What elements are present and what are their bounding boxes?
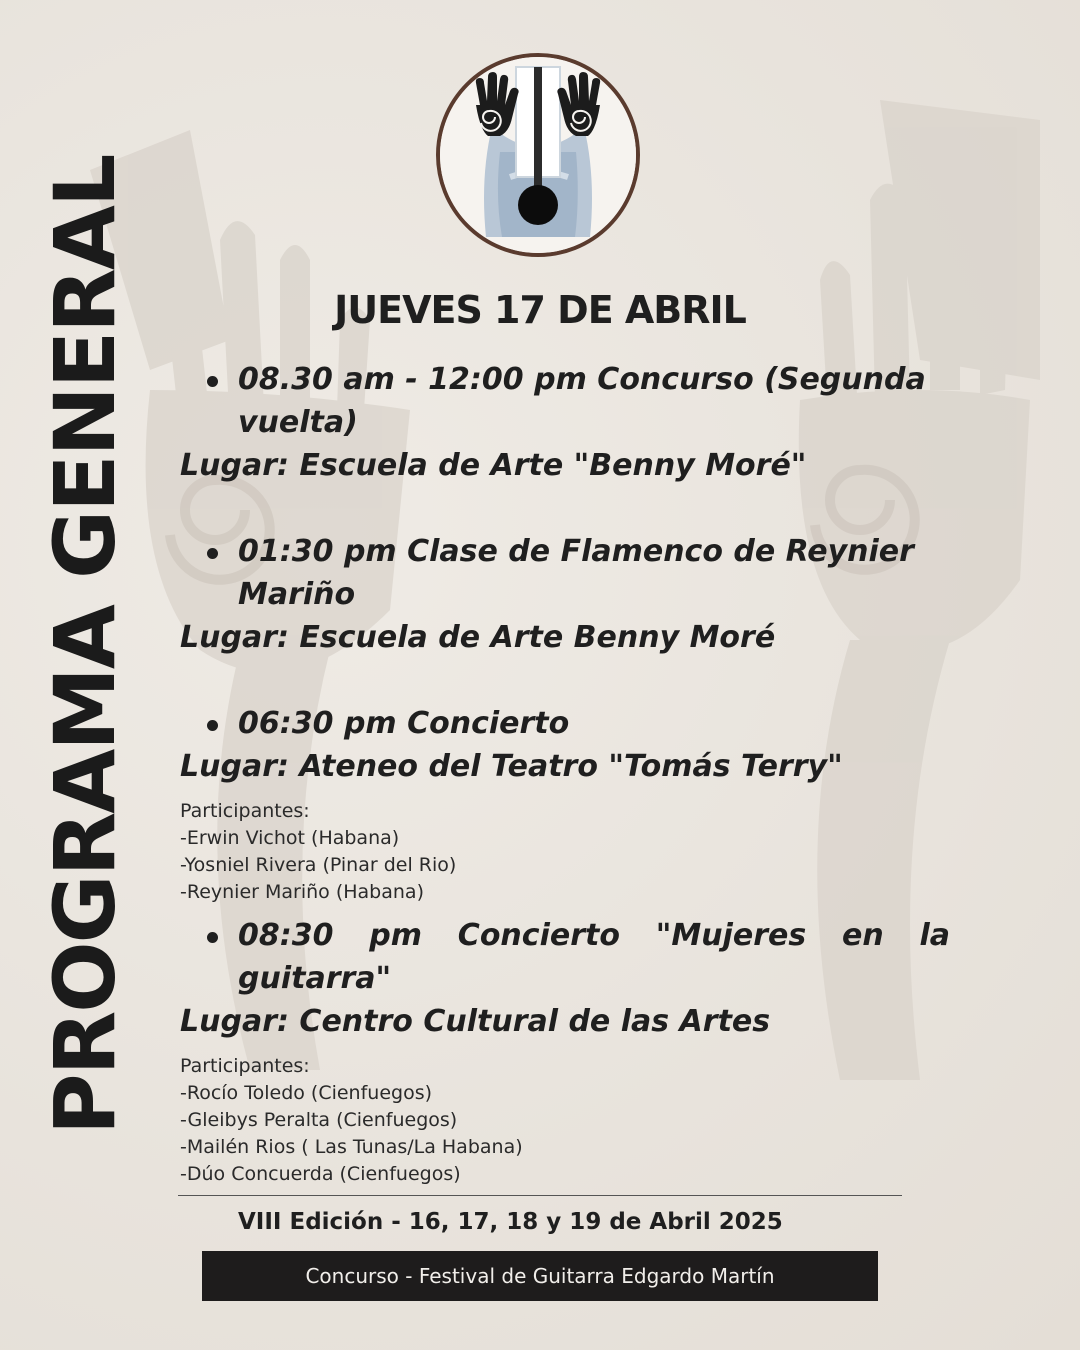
participant: -Mailén Rios ( Las Tunas/La Habana) bbox=[180, 1136, 523, 1158]
event-item bbox=[180, 358, 950, 487]
participant: -Gleibys Peralta (Cienfuegos) bbox=[180, 1109, 458, 1131]
participants-list bbox=[180, 798, 950, 906]
event-main bbox=[180, 914, 950, 1000]
participants-label: Participantes: bbox=[180, 800, 310, 822]
participants-list bbox=[180, 1053, 950, 1188]
participants-label: Participantes: bbox=[180, 1055, 310, 1077]
event-location: Lugar: Ateneo del Teatro "Tomás Terry" bbox=[180, 749, 843, 784]
event-location: Lugar: Escuela de Arte Benny Moré bbox=[180, 620, 776, 655]
participant: -Rocío Toledo (Cienfuegos) bbox=[180, 1082, 433, 1104]
participant: -Yosniel Rivera (Pinar del Rio) bbox=[180, 854, 457, 876]
event-item bbox=[180, 702, 950, 906]
bullet-icon bbox=[207, 720, 218, 731]
event-main bbox=[180, 530, 950, 616]
event-location: Lugar: Escuela de Arte "Benny Moré" bbox=[180, 448, 807, 483]
bullet-icon bbox=[207, 376, 218, 387]
event-main bbox=[180, 358, 950, 444]
bullet-icon bbox=[207, 548, 218, 559]
event-location: Lugar: Centro Cultural de las Artes bbox=[180, 1004, 771, 1039]
event-time-title: 01:30 pm Clase de Flamenco de Reynier Mariño bbox=[238, 534, 914, 612]
event-item bbox=[180, 530, 950, 659]
divider bbox=[178, 1195, 902, 1196]
bullet-icon bbox=[207, 932, 218, 943]
guitar-hands-logo-icon bbox=[436, 53, 640, 257]
event-main bbox=[180, 702, 950, 745]
side-title: PROGRAMA GENERAL bbox=[36, 155, 134, 1135]
day-title: JUEVES 17 DE ABRIL bbox=[334, 288, 746, 332]
event-time-title: 08:30 pm Concierto "Mujeres en la guitarra" bbox=[238, 918, 950, 996]
event-time-title: 06:30 pm Concierto bbox=[238, 706, 570, 741]
edition-dates: VIII Edición - 16, 17, 18 y 19 de Abril 2025 bbox=[238, 1209, 783, 1235]
festival-banner: Concurso - Festival de Guitarra Edgardo Martín bbox=[202, 1251, 878, 1301]
participant: -Erwin Vichot (Habana) bbox=[180, 827, 400, 849]
event-time-title: 08.30 am - 12:00 pm Concurso (Segunda vuelta) bbox=[238, 362, 926, 440]
participant: -Reynier Mariño (Habana) bbox=[180, 881, 424, 903]
participant: -Dúo Concuerda (Cienfuegos) bbox=[180, 1163, 461, 1185]
event-item bbox=[180, 914, 950, 1188]
